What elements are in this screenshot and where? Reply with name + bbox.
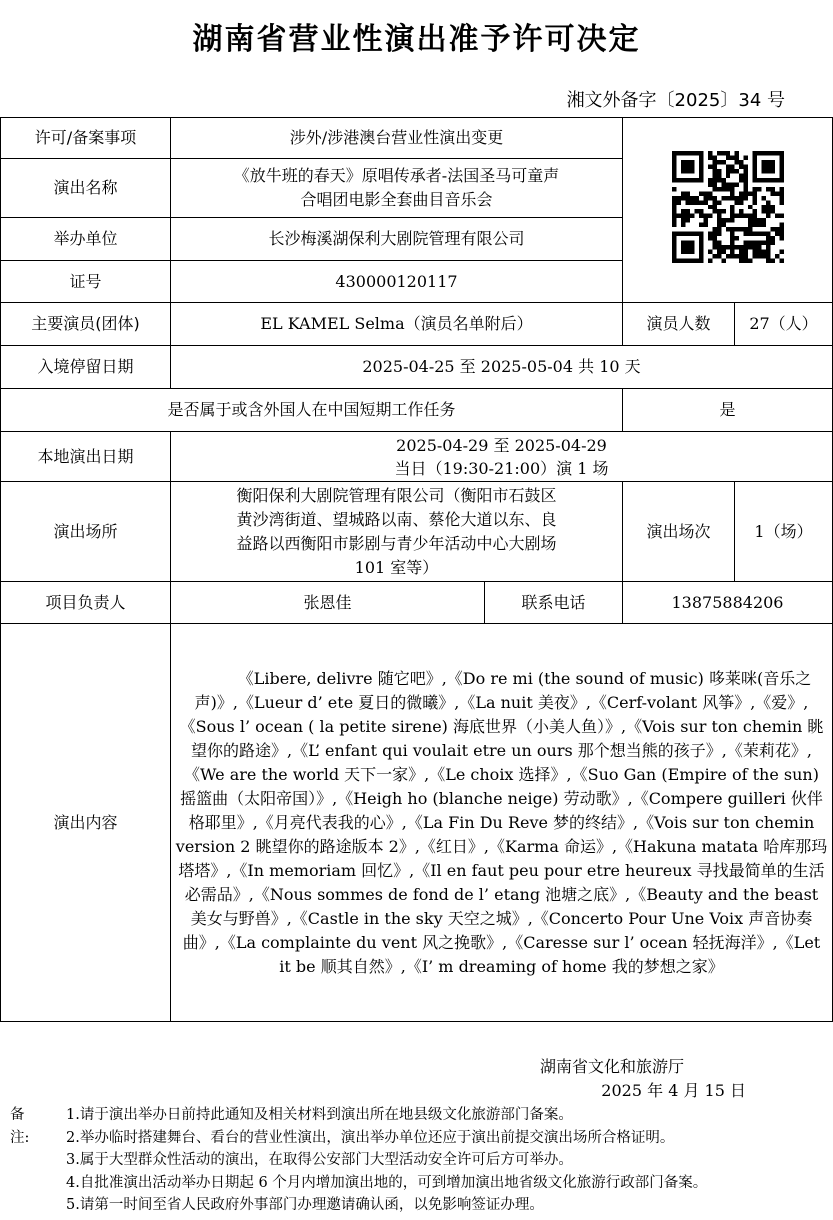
show-name-label: 演出名称 xyxy=(1,159,171,218)
qr-code-icon xyxy=(672,151,784,263)
note-item: 1.请于演出举办日前持此通知及相关材料到演出所在地县级文化旅游部门备案。 xyxy=(66,1107,573,1123)
cert-no-value: 430000120117 xyxy=(171,261,623,303)
venue-line: 101 室等） xyxy=(354,557,439,577)
qr-code-cell xyxy=(623,118,833,303)
phone-value: 13875884206 xyxy=(623,582,833,624)
sessions-value: 1（场） xyxy=(735,482,833,582)
document-number: 湘文外备字〔2025〕34 号 xyxy=(566,90,785,111)
show-name-line: 合唱团电影全套曲目音乐会 xyxy=(300,190,493,209)
row-stay-dates xyxy=(1,346,833,389)
note-item: 3.属于大型群众性活动的演出，在取得公安部门大型活动安全许可后方可举办。 xyxy=(66,1152,573,1169)
venue-line: 黄沙湾街道、望城路以南、蔡伦大道以东、良 xyxy=(236,509,557,529)
issuer: 湖南省文化和旅游厅 xyxy=(539,1057,684,1076)
row-venue xyxy=(1,482,833,582)
stay-dates-value: 2025-04-25 至 2025-05-04 共 10 天 xyxy=(171,346,833,389)
row-content xyxy=(1,624,833,1022)
short-term-work-value: 是 xyxy=(623,389,833,432)
show-name-line: 《放牛班的春天》原唱传承者-法国圣马可童声 xyxy=(233,166,560,185)
content-label: 演出内容 xyxy=(1,624,171,1022)
notes-list xyxy=(66,1104,833,1217)
manager-value: 张恩佳 xyxy=(171,582,485,624)
main-performer-label: 主要演员(团体) xyxy=(1,303,171,346)
local-dates-value xyxy=(171,432,833,482)
note-item: 4.自批准演出活动举办日期起 6 个月内增加演出地的，可到增加演出地省级文化旅游行政部门备案。 xyxy=(66,1174,708,1191)
show-name-value xyxy=(171,159,623,218)
sessions-label: 演出场次 xyxy=(623,482,735,582)
local-dates-line: 2025-04-29 至 2025-04-29 xyxy=(396,435,607,455)
permit-table xyxy=(0,117,833,1022)
permit-item-value: 涉外/涉港澳台营业性演出变更 xyxy=(171,118,623,159)
short-term-work-label: 是否属于或含外国人在中国短期工作任务 xyxy=(1,389,623,432)
row-permit-item xyxy=(1,118,833,159)
content-value xyxy=(171,624,833,1022)
row-manager xyxy=(1,582,833,624)
issue-date: 2025 年 4 月 15 日 xyxy=(601,1081,746,1100)
venue-line: 益路以西衡阳市影剧与青少年活动中心大剧场 xyxy=(236,533,557,553)
phone-label: 联系电话 xyxy=(485,582,623,624)
performer-count-label: 演员人数 xyxy=(623,303,735,346)
venue-label: 演出场所 xyxy=(1,482,171,582)
venue-value xyxy=(171,482,623,582)
stay-dates-label: 入境停留日期 xyxy=(1,346,171,389)
row-local-dates xyxy=(1,432,833,482)
document-title: 湖南省营业性演出准予许可决定 xyxy=(192,22,641,57)
notes-label: 备注: xyxy=(10,1107,30,1146)
manager-label: 项目负责人 xyxy=(1,582,171,624)
organizer-label: 举办单位 xyxy=(1,218,171,261)
row-main-performer xyxy=(1,303,833,346)
local-dates-label: 本地演出日期 xyxy=(1,432,171,482)
permit-item-label: 许可/备案事项 xyxy=(1,118,171,159)
performer-count-value: 27（人） xyxy=(735,303,833,346)
note-item: 2.举办临时搭建舞台、看台的营业性演出，演出举办单位还应于演出前提交演出场所合格证明。 xyxy=(66,1129,675,1146)
content-text: 《Libere, delivre 随它吧》,《Do re mi (the sound of music) 哆莱咪(音乐之声)》,《Lueur d’ ete 夏日的微曦》,《La nuit 美夜》,《Cerf-volant 风筝》,《爱》,《Sous l’ ocean ( la petite sirene) 海底世界（小美人鱼）》,《Vois sur ton chemin 眺望你的路途》,《L’ enfant qui voulait etre un ours 那个想当熊的孩子》,《茉莉花》,《We are the world 天下一家》,《Le choix 选择》,《Suo Gan (Empire of the sun) 摇篮曲（太阳帝国）》,《Heigh ho (blanche neige) 劳动歌》,《Compere guilleri 伙伴格耶里》,《月亮代表我的心》,《La Fin Du Reve 梦的终结》,《Vois sur ton chemin version 2 眺望你的路途版本 2》,《红日》,《Karma 命运》,《Hakuna matata 哈库那玛塔塔》,《In memoriam 回忆》,《Il en faut peu pour etre heureux 寻找最简单的生活必需品》,《Nous sommes de fond de l’ etang 池塘之底》,《Beauty and the beast 美女与野兽》,《Castle in the sky 天空之城》,《Concerto Pour Une Voix 声音协奏曲》,《La complainte du vent 风之挽歌》,《Caresse sur l’ ocean 轻抚海洋》,《Let it be 顺其自然》,《I’ m dreaming of home 我的梦想之家》 xyxy=(175,668,828,976)
venue-line: 衡阳保利大剧院管理有限公司（衡阳市石鼓区 xyxy=(236,485,557,505)
organizer-value: 长沙梅溪湖保利大剧院管理有限公司 xyxy=(171,218,623,261)
row-short-term-work xyxy=(1,389,833,432)
local-dates-line: 当日（19:30-21:00）演 1 场 xyxy=(394,458,609,478)
cert-no-label: 证号 xyxy=(1,261,171,303)
note-item: 5.请第一时间至省人民政府外事部门办理邀请确认函，以免影响签证办理。 xyxy=(66,1197,544,1214)
main-performer-value: EL KAMEL Selma（演员名单附后） xyxy=(171,303,623,346)
